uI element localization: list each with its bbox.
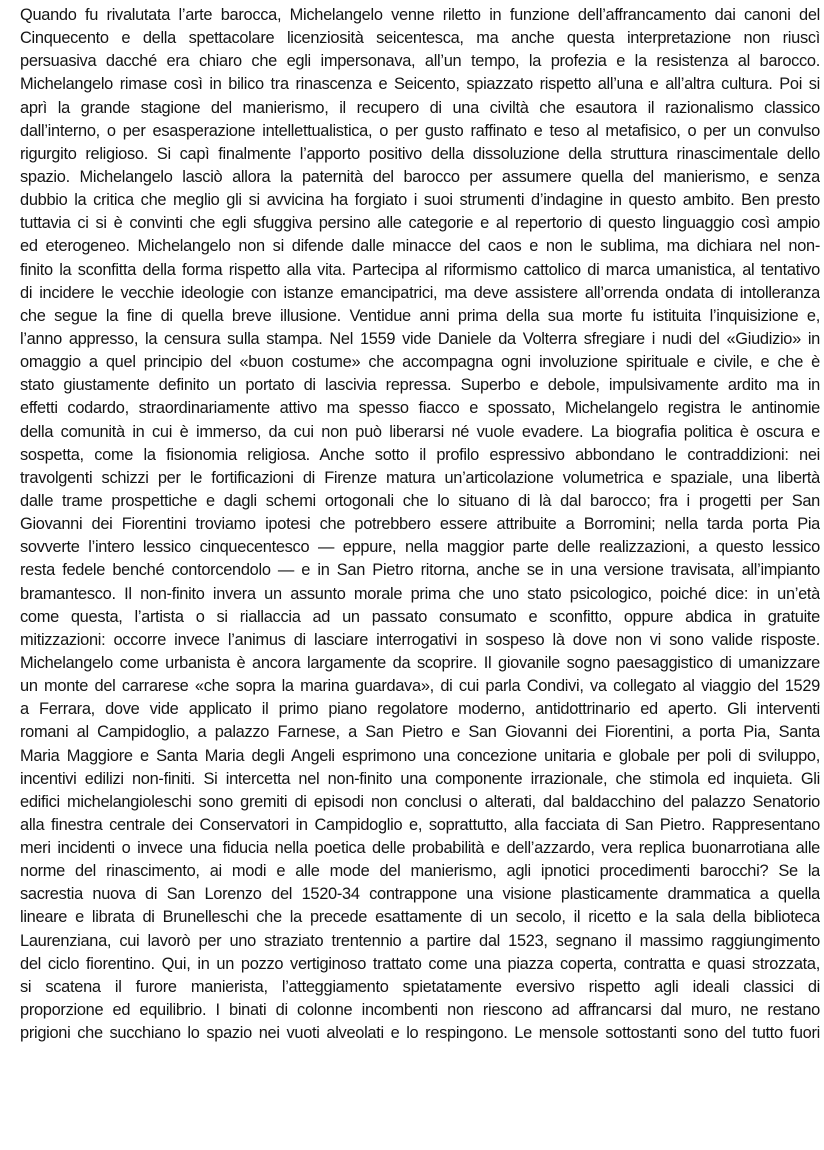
text-line: sovverte l’intero lessico cinquecentesco — eppure, nella maggior parte delle realizzazioni, a questo lessico <box>20 538 820 557</box>
text-line: alla finestra centrale dei Conservatori in Campidoglio e, soprattutto, alla facciata di San Pietro. Rappresentano <box>20 815 820 834</box>
text-line: edifici michelangioleschi sono gremiti di episodi non conclusi o alterati, dal baldacchino del palazzo Senatorio <box>20 792 820 811</box>
text-line: stato giustamente definito un portato di lascivia repressa. Superbo e debole, impulsivamente ardito ma in <box>20 376 820 395</box>
text-line: Michelangelo come urbanista è ancora largamente da scoprire. Il giovanile sogno paesaggistico di umanizzare <box>20 653 820 672</box>
document-page <box>20 4 820 1146</box>
text-line: della comunità in cui è immerso, da cui non può liberarsi né vuole evadere. La biografia politica è oscura e <box>20 422 820 441</box>
text-line: Giovanni dei Fiorentini troviamo ipotesi che potrebbero essere attribuite a Borromini; nella tarda porta Pia <box>20 515 820 534</box>
text-line: aprì la grande stagione del manierismo, il recupero di una civiltà che esautora il razionalismo classico <box>20 98 820 117</box>
text-line: resta fedele benché contorcendolo — e in San Pietro ritorna, anche se in una versione travisata, all’impianto <box>20 561 820 580</box>
text-line: sospetta, come la fisionomia religiosa. Anche sotto il profilo espressivo abbondano le contraddizioni: nei <box>20 445 820 464</box>
text-line: dalle trame prospettiche e dagli schemi ortogonali che lo situano di là dal barocco; fra i progetti per San <box>20 491 820 510</box>
text-line: proporzione ed equilibrio. I binati di colonne incombenti non riescono ad affrancarsi dal muro, ne restano <box>20 1001 820 1020</box>
text-line: incentivi edilizi non-finiti. Si intercetta nel non-finito una componente irrazionale, che stimola ed inquieta. Gli <box>20 769 820 788</box>
text-line: travolgenti schizzi per le fortificazioni di Firenze matura un’articolazione volumetrica e spaziale, una libertà <box>20 468 820 487</box>
text-line: Laurenziana, cui lavorò per uno straziato trentennio a partire dal 1523, segnano il massimo raggiungimento <box>20 931 820 950</box>
text-line: Quando fu rivalutata l’arte barocca, Michelangelo venne riletto in funzione dell’affrancamento dai canoni del <box>20 6 820 24</box>
text-line: dubbio la critica che meglio gli si avvicina ha forgiato i suoi strumenti d’indagine in questo ambito. Ben presto <box>20 191 820 210</box>
text-line: norme del rinascimento, ai modi e alle mode del manierismo, agli ipnotici procedimenti barocchi? Se la <box>20 862 820 881</box>
text-line: si scatena il furore manierista, l’atteggiamento spietatamente eversivo rispetto agli ideali classici di <box>20 977 820 996</box>
text-line: finito la sconfitta della forma rispetto alla vita. Partecipa al riformismo cattolico di marca umanistica, al tentativo <box>20 260 820 279</box>
text-line: effetti codardo, straordinariamente attivo ma spesso fiacco e spossato, Michelangelo registra le antinomie <box>20 399 820 418</box>
text-line: tuttavia ci si è convinti che egli sfuggiva persino alle categorie e al repertorio di questo linguaggio così ampio <box>20 214 820 233</box>
text-line: un monte del carrarese «che sopra la marina guardava», di cui parla Condivi, va collegato al viaggio del 1529 <box>20 677 820 696</box>
text-line: Maria Maggiore e Santa Maria degli Angeli esprimono una concezione unitaria e globale per poli di sviluppo, <box>20 746 820 765</box>
text-line: l’anno appresso, la censura sulla stampa. Nel 1559 vide Daniele da Volterra sfregiare i nudi del «Giudizio» in <box>20 329 820 348</box>
text-line: ed eterogeneo. Michelangelo non si difende dalle minacce del caos e non le sublima, ma dichiara nel non- <box>20 237 820 256</box>
text-line: romani al Campidoglio, a palazzo Farnese, a San Pietro e San Giovanni dei Fiorentini, a porta Pia, Santa <box>20 723 820 742</box>
text-line: lineare e librata di Brunelleschi che la precede esattamente di un secolo, il ricetto e la sala della biblioteca <box>20 908 820 927</box>
text-line: bramantesco. Il non-finito invera un assunto morale prima che uno stato psicologico, poiché dice: in un’età <box>20 584 820 603</box>
text-line: come questa, l’artista o si riallaccia ad un passato consumato e sconfitto, oppure abdica in gratuite <box>20 607 820 626</box>
text-line: Cinquecento e della spettacolare licenziosità seicentesca, ma anche questa interpretazione non riuscì <box>20 29 820 48</box>
text-line: Michelangelo rimase così in bilico tra rinascenza e Seicento, spiazzato rispetto all’una e all’altra cultura. Poi si <box>20 75 820 94</box>
text-line: omaggio a quel principio del «buon costume» che accompagna ogni involuzione spirituale e civile, e che è <box>20 353 820 372</box>
text-line: meri incidenti o invece una fiducia nella poetica delle probabilità e dell’azzardo, vera replica buonarrotiana alle <box>20 839 820 858</box>
text-line: a Ferrara, dove vide applicato il primo piano regolatore moderno, antidottrinario ed aperto. Gli interventi <box>20 700 820 719</box>
text-line: dall’interno, o per esasperazione intellettualistica, o per gusto raffinato e teso al metafisico, o per un convulso <box>20 121 820 140</box>
text-line: rigurgito religioso. Si capì finalmente l’apporto positivo della dissoluzione della struttura rinascimentale dello <box>20 144 820 163</box>
text-line: prigioni che succhiano lo spazio nei vuoti alveolati e lo respingono. Le mensole sottostanti sono del tutto fuori <box>20 1024 820 1043</box>
text-line: del ciclo fiorentino. Qui, in un pozzo vertiginoso trattato come una piazza coperta, contratta e quasi strozzata, <box>20 954 820 973</box>
text-line: che segue la fine di quella breve illusione. Ventidue anni prima della sua morte fu istituita l’inquisizione e, <box>20 306 820 325</box>
text-line: sacrestia nuova di San Lorenzo del 1520-34 contrappone una visione plasticamente drammatica a quella <box>20 885 820 904</box>
text-line: persuasiva dacché era chiaro che egli impersonava, all’un tempo, la profezia e la resistenza al barocco. <box>20 52 820 71</box>
text-line: mitizzazioni: occorre invece l’animus di lasciare interrogativi in sospeso là dove non vi sono valide risposte. <box>20 630 820 649</box>
text-line: di incidere le vecchie ideologie con istanze emancipatrici, ma deve assistere all’orrenda ondata di intolleranza <box>20 283 820 302</box>
text-line: spazio. Michelangelo lasciò allora la paternità del barocco per assumere quella del manierismo, e senza <box>20 167 820 186</box>
